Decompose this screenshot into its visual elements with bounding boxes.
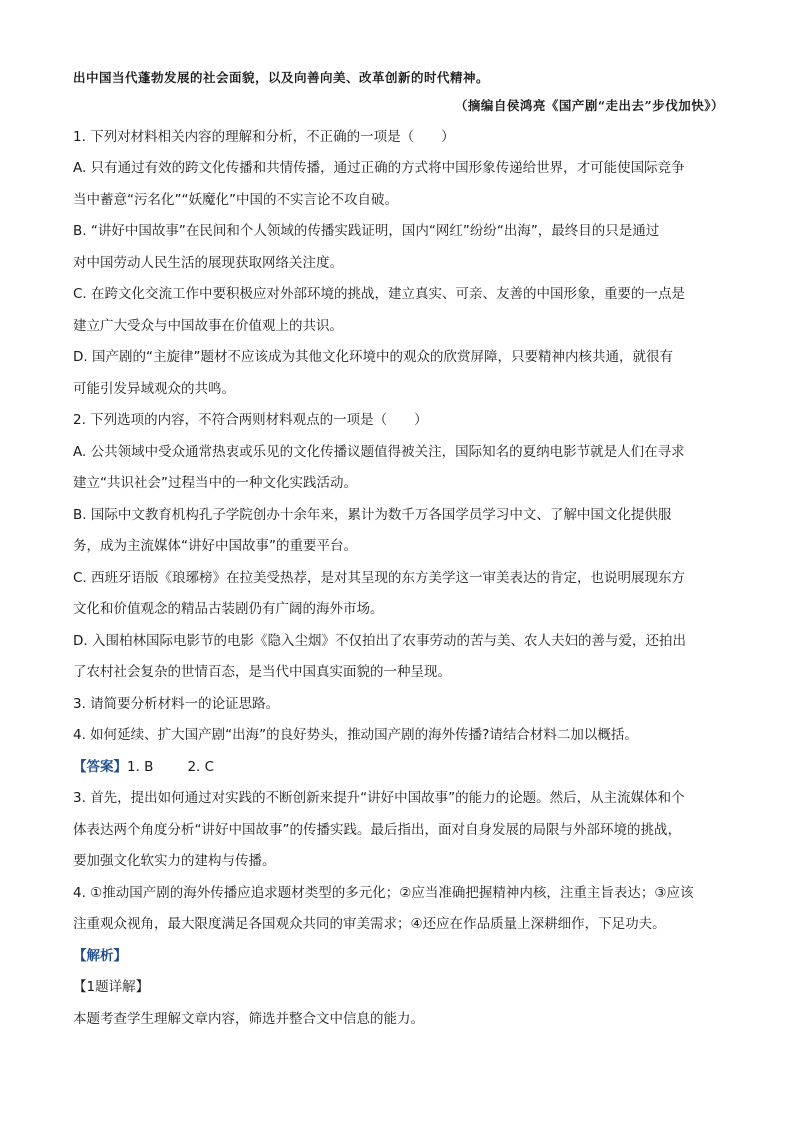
answer-2: 2. C: [187, 758, 215, 775]
option-a-line2: 当中蓄意“污名化”“妖魔化”中国的不实言论不攻自破。: [73, 191, 398, 208]
answer-3: [73, 783, 724, 878]
detail-text: 本题考查学生理解文章内容，筛选并整合文中信息的能力。: [73, 1010, 424, 1027]
option-d-line1: D. 国产剧的“主旋律”题材不应该成为其他文化环境中的观众的欣赏屏障，只要精神内核共通，就很有: [73, 349, 673, 365]
question-stem: 2. 下列选项的内容，不符合两则材料观点的一项是（ ）: [73, 412, 428, 428]
option-c-line1: C. 西班牙语版《琅琊榜》在拉美受热荐，是对其呈现的东方美学这一审美表达的肯定，也说明展现东方: [73, 569, 686, 586]
source-citation: （摘编自侯鸿亮《国产剧“走出去”步伐加快》）: [454, 98, 724, 113]
question-3: 3. 请简要分析材料一的论证思路。: [73, 695, 280, 712]
option-b-line1: B. 国际中文教育机构孔子学院创办十余年来，累计为数千万各国学员学习中文、了解中国文化提供服: [73, 506, 672, 523]
question-stem: 1. 下列对材料相关内容的理解和分析，不正确的一项是（ ）: [73, 128, 455, 145]
option-b-line2: 对中国劳动人民生活的展现获取网络关注度。: [73, 254, 343, 271]
passage-end: 出中国当代蓬勃发展的社会面貌，以及向善向美、改革创新的时代精神。: [73, 70, 490, 85]
answer-3-line1: 3. 首先，提出如何通过对实践的不断创新来提升“讲好中国故事”的能力的论题。然后，从主流媒体和个: [73, 790, 685, 806]
answer-4: [73, 878, 724, 941]
answer-3-line3: 要加强文化软实力的建构与传播。: [73, 853, 276, 869]
option-a-line1: A. 只有通过有效的跨文化传播和共情传播，通过正确的方式将中国形象传递给世界，才可能使国际竞争: [73, 160, 685, 176]
option-b-line2: 务，成为主流媒体“讲好中国故事”的重要平台。: [73, 538, 357, 554]
answer-1: 1. B: [127, 758, 154, 775]
question-2: [73, 405, 724, 689]
analysis-tag: 【解析】: [73, 947, 127, 964]
option-a-line2: 建立“共识社会”过程当中的一种文化实践活动。: [73, 475, 357, 491]
option-d-line2: 了农村社会复杂的世情百态，是当代中国真实面貌的一种呈现。: [73, 664, 451, 680]
answer-tag: 【答案】: [73, 758, 127, 775]
answer-3-line2: 体表达两个角度分析“讲好中国故事”的传播实践。最后指出，面对自身发展的局限与外部环境的挑战，: [73, 821, 681, 838]
option-d-line2: 可能引发异域观众的共鸣。: [73, 380, 235, 397]
option-a-line1: A. 公共领域中受众通常热衷或乐见的文化传播议题值得被关注，国际知名的夏纳电影节就是人们在寻求: [73, 443, 685, 460]
question-1: [73, 122, 724, 406]
answer-line: [73, 752, 724, 784]
option-c-line1: C. 在跨文化交流工作中要积极应对外部环境的挑战，建立真实、可亲、友善的中国形象，重要的一点是: [73, 286, 686, 302]
option-d-line1: D. 入围柏林国际电影节的电影《隐入尘烟》不仅拍出了农事劳动的苦与美、农人夫妇的善与爱，还拍出: [73, 632, 686, 649]
answer-4-line2: 注重观众视角，最大限度满足各国观众共同的审美需求；④还应在作品质量上深耕细作，下足功夫。: [73, 916, 666, 932]
option-b-line1: B. “讲好中国故事”在民间和个人领域的传播实践证明，国内“网红”纷纷“出海”，最终目的只是通过: [73, 223, 660, 239]
option-c-line2: 建立广大受众与中国故事在价值观上的共识。: [73, 317, 343, 334]
question-4: 4. 如何延续、扩大国产剧“出海”的良好势头，推动国产剧的海外传播?请结合材料二加以概括。: [73, 727, 638, 743]
answer-4-line1: 4. ①推动国产剧的海外传播应追求题材类型的多元化；②应当准确把握精神内核，注重主旨表达；③应该: [73, 884, 694, 901]
detail-tag: 【1题详解】: [73, 979, 150, 995]
option-c-line2: 文化和价值观念的精品古装剧仍有广阔的海外市场。: [73, 601, 384, 617]
